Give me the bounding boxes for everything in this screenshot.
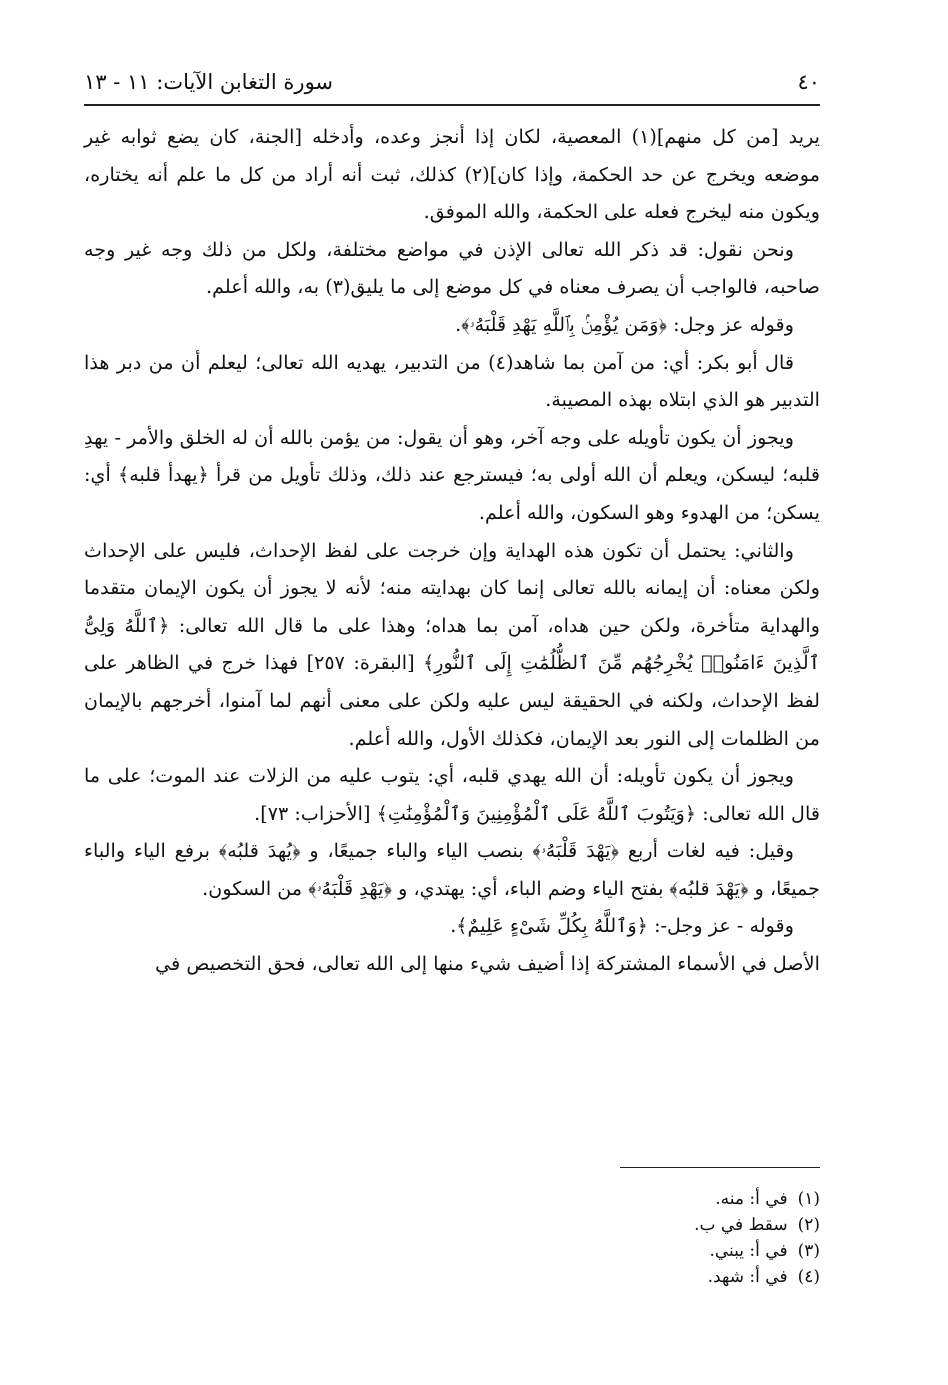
paragraph: قال أبو بكر: أي: من آمن بما شاهد(٤) من التدبير، يهديه الله تعالى؛ ليعلم أن من دبر هذا التدبير هو الذي ابتلاه بهذه المصيبة. [84, 350, 820, 412]
footnote [84, 1238, 820, 1264]
footnote-text: سقط في ب. [694, 1215, 788, 1235]
paragraph: ويجوز أن يكون تأويله على وجه آخر، وهو أن يقول: من يؤمن بالله أن له الخلق والأمر - يهدِ قلبه؛ ليسكن، ويعلم أن الله أولى به؛ فيسترجع عند ذلك، وذلك تأويل من قرأ ﴿يهدأ قلبه﴾ أي: يسكن؛ من الهدوء وهو السكون، والله أعلم. [84, 425, 820, 524]
running-header [84, 60, 820, 94]
paragraph: ويجوز أن يكون تأويله: أن الله يهدي قلبه، أي: يتوب عليه من الزلات عند الموت؛ على ما قال الله تعالى: ﴿وَيَتُوبَ ٱللَّهُ عَلَى ٱلْمُؤْمِنِينَ وَٱلْمُؤْمِنَٰتِ﴾ [الأحزاب: ٧٣]. [84, 764, 820, 825]
paragraph: يريد [من كل منهم](١) المعصية، لكان إذا أنجز وعده، وأدخله [الجنة، كان يضع ثوابه غير موضعه ويخرج عن حد الحكمة، وإذا كان](٢) كذلك، ثبت أنه أراد من كل ما علم أنه يختاره، ويكون منه ليخرج فعله على الحكمة، والله الموفق. [84, 125, 821, 224]
paragraph: والثاني: يحتمل أن تكون هذه الهداية وإن خرجت على لفظ الإحداث، فليس على الإحداث ولكن معناه: أن إيمانه بالله تعالى إنما كان بهدايته منه؛ لأنه لا يجوز أن يكون الإيمان متقدما والهداية متأخرة، ولكن حين هداه، آمن بما هداه؛ وهذا على ما قال الله تعالى: ﴿ٱللَّهُ وَلِىُّ ٱلَّذِينَ ءَامَنُوا۟ يُخْرِجُهُم مِّنَ ٱلظُّلُمَٰتِ إِلَى ٱلنُّورِ﴾ [البقرة: ٢٥٧] فهذا خرج في الظاهر على لفظ الإحداث، ولكنه في الحقيقة ليس عليه ولكن على معنى أنهم لما آمنوا، أخرجهم بالإيمان من الظلمات إلى النور بعد الإيمان، فكذلك الأول، والله أعلم. [84, 538, 820, 750]
footnote-number: (٢) [797, 1215, 820, 1235]
paragraph: وقوله عز وجل: ﴿وَمَن يُؤْمِنۢ بِٱللَّهِ يَهْدِ قَلْبَهُۥ﴾. [455, 312, 794, 336]
paragraph: وقيل: فيه لغات أربع ﴿يَهْدَ قَلْبَهُۥ﴾ بنصب الياء والباء جميعًا، و ﴿يُهدَ قلبُه﴾ برفع الياء والباء جميعًا، و ﴿يَهْدَ قلبُه﴾ بفتح الياء وضم الباء، أي: يهتدي، و ﴿يَهْدِ قَلْبَهُۥ﴾ من السكون. [84, 839, 820, 900]
footnote-number: (١) [797, 1189, 820, 1209]
page-number: ٤٠ [797, 70, 820, 94]
paragraph: وقوله - عز وجل-: ﴿وَٱللَّهُ بِكُلِّ شَىْءٍ عَلِيمٌ﴾. [450, 914, 794, 938]
paragraph: الأصل في الأسماء المشتركة إذا أضيف شيء منها إلى الله تعالى، فحق التخصيص في [155, 952, 820, 976]
footnotes [84, 1186, 820, 1290]
body-text [84, 118, 820, 983]
footnote-text: في أ: يبني. [709, 1241, 788, 1261]
footnote-text: في أ: شهد. [707, 1267, 788, 1287]
footnote-text: في أ: منه. [715, 1189, 788, 1209]
running-title: سورة التغابن الآيات: ١١ - ١٣ [84, 70, 334, 94]
footnote [84, 1212, 820, 1238]
footnote [84, 1186, 820, 1212]
footnote-rule [620, 1167, 820, 1168]
paragraph: ونحن نقول: قد ذكر الله تعالى الإذن في مواضع مختلفة، ولكل من ذلك وجه غير وجه صاحبه، فالواجب أن يصرف معناه في كل موضع إلى ما يليق(٣) به، والله أعلم. [84, 237, 820, 299]
footnote-number: (٣) [797, 1241, 820, 1261]
footnote [84, 1264, 820, 1290]
header-rule [84, 104, 820, 106]
footnote-number: (٤) [797, 1267, 820, 1287]
